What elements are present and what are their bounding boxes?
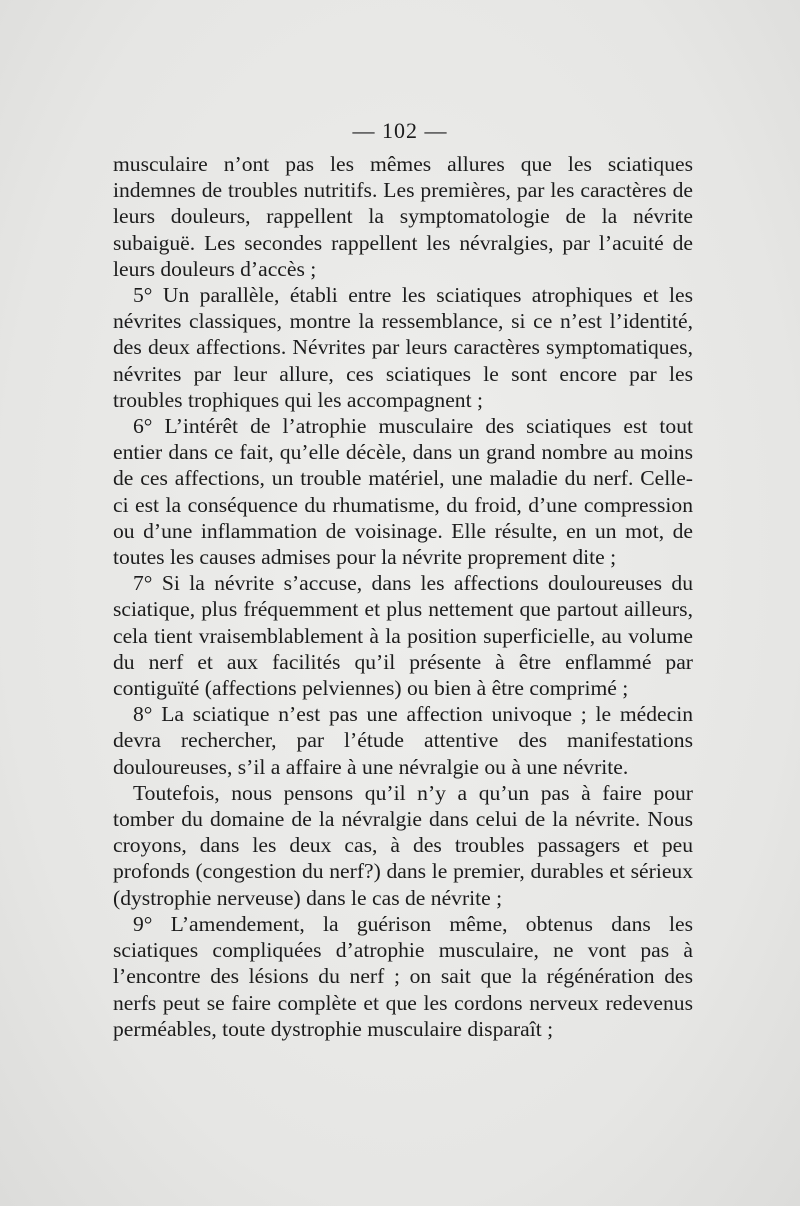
paragraph-continuation: musculaire n’ont pas les mêmes allures que les sciatiques indemnes de troubles nutritifs. Les premières, par les caractères de leurs douleurs, rappellent la symptomatologie de la névrite subaiguë. Les secondes rappellent les névralgies, par l’acuité de leurs douleurs d’accès ; — [113, 152, 693, 281]
paragraph-point-7: 7° Si la névrite s’accuse, dans les affections douloureuses du sciatique, plus fréquemment et plus nettement que partout ailleurs, cela tient vraisemblablement à la position superficielle, au volume du nerf et aux facilités qu’il présente à être enflammé par contiguïté (affections pelviennes) ou bien à être comprimé ; — [113, 571, 693, 701]
page-number: — 102 — — [352, 118, 448, 143]
paragraph-point-6: 6° L’intérêt de l’atrophie musculaire des sciatiques est tout entier dans ce fait, qu’elle décèle, dans un grand nombre au moins de ces affections, un trouble matériel, une maladie du nerf. Celle-ci est la conséquence du rhumatisme, du froid, d’une compression ou d’une inflammation de voisinage. Elle résulte, en un mot, de toutes les causes admises pour la névrite proprement dite ; — [113, 414, 693, 570]
paragraph-point-5: 5° Un parallèle, établi entre les sciatiques atrophiques et les névrites classiques, montre la ressemblance, si ce n’est l’identité, des deux affections. Névrites par leurs caractères symptomatiques, névrites par leur allure, ces sciatiques le sont encore par les troubles trophiques qui les accompagnent ; — [113, 283, 693, 412]
paragraph-point-8: 8° La sciatique n’est pas une affection univoque ; le médecin devra rechercher, par l’étude attentive des manifestations douloureuses, s’il a affaire à une névralgie ou à une névrite. — [113, 702, 693, 779]
paragraph-point-9: 9° L’amendement, la guérison même, obtenus dans les sciatiques compliquées d’atrophie musculaire, ne vont pas à l’encontre des lésions du nerf ; on sait que la régénération des nerfs peut se faire complète et que les cordons nerveux redevenus perméables, toute dystrophie musculaire disparaît ; — [113, 911, 693, 1041]
paragraph-toutefois: Toutefois, nous pensons qu’il n’y a qu’un pas à faire pour tomber du domaine de la névralgie dans celui de la névrite. Nous croyons, dans les deux cas, à des troubles passagers et peu profonds (congestion du nerf?) dans le premier, durables et sérieux (dystrophie nerveuse) dans le cas de névrite ; — [113, 780, 693, 910]
body-text — [113, 151, 693, 1042]
